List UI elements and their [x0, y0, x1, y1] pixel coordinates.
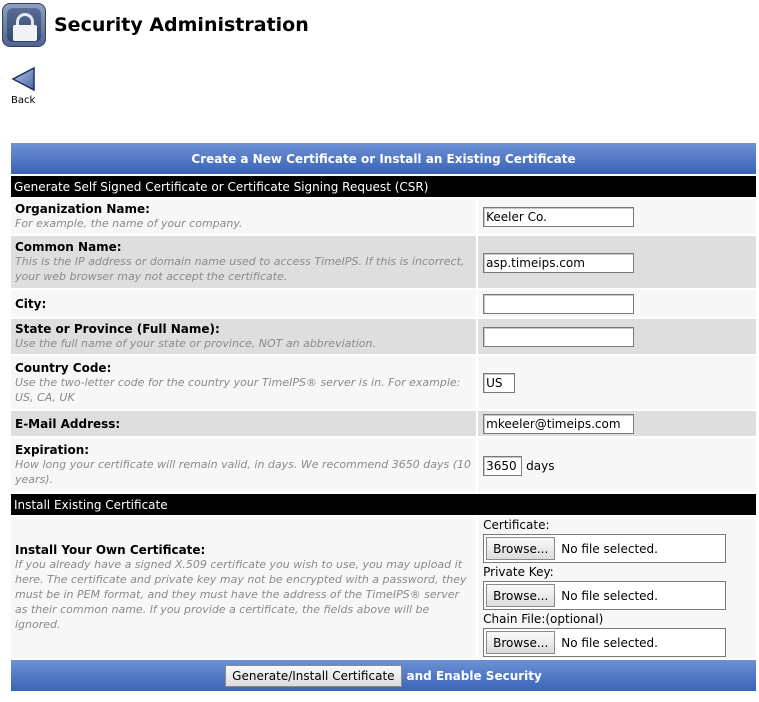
common-name-description: This is the IP address or domain name used to access TimeIPS. If this is incorrect, your web browser may not accept the certificate.	[15, 255, 465, 283]
private-key-file-input[interactable]	[483, 581, 726, 610]
organization-description: For example, the name of your company.	[15, 217, 243, 230]
state-label: State or Province (Full Name):	[15, 322, 220, 336]
common-name-row	[11, 236, 756, 288]
install-label: Install Your Own Certificate:	[15, 543, 206, 557]
organization-input[interactable]	[483, 207, 634, 227]
install-section-heading: Install Existing Certificate	[11, 494, 756, 515]
country-input[interactable]	[483, 373, 515, 393]
lock-icon	[2, 3, 46, 47]
city-row	[11, 290, 756, 317]
chain-browse-button[interactable]: Browse...	[486, 631, 555, 654]
country-row	[11, 356, 756, 409]
certificate-file-status: No file selected.	[561, 541, 658, 556]
page-header	[2, 2, 309, 48]
chain-file-status: No file selected.	[561, 635, 658, 650]
certificate-form	[9, 141, 758, 693]
email-label: E-Mail Address:	[15, 416, 121, 431]
city-label: City:	[15, 296, 47, 311]
generate-section-heading: Generate Self Signed Certificate or Certificate Signing Request (CSR)	[11, 176, 756, 197]
private-key-file-status: No file selected.	[561, 588, 658, 603]
generate-install-button[interactable]: Generate/Install Certificate	[225, 665, 401, 687]
back-button[interactable]	[11, 66, 39, 106]
expiration-description: How long your certificate will remain valid, in days. We recommend 3650 days (10 years).	[15, 458, 471, 486]
state-description: Use the full name of your state or province, NOT an abbreviation.	[15, 337, 376, 350]
email-row	[11, 411, 756, 436]
back-arrow-icon	[11, 66, 37, 92]
install-row	[11, 517, 756, 658]
chain-file-label: Chain File:(optional)	[483, 612, 604, 626]
state-input[interactable]	[483, 327, 634, 347]
page-title: Security Administration	[54, 14, 309, 36]
submit-suffix: and Enable Security	[406, 668, 542, 683]
back-label: Back	[11, 95, 36, 106]
expiration-unit: days	[526, 458, 555, 473]
install-description: If you already have a signed X.509 certificate you wish to use, you may upload it here. The certificate and private key may not be encrypted with a password, they must be in PEM format, and they must have the address of the TimeIPS® server as their common name. If you provide a certificate, the fields above will be ignored.	[15, 558, 467, 631]
email-input[interactable]	[483, 414, 634, 434]
organization-row	[11, 199, 756, 234]
country-description: Use the two-letter code for the country your TimeIPS® server is in. For example: US, CA, UK	[15, 375, 461, 404]
expiration-input[interactable]	[483, 456, 522, 476]
certificate-browse-button[interactable]: Browse...	[486, 537, 555, 560]
common-name-input[interactable]	[483, 253, 634, 273]
form-heading: Create a New Certificate or Install an Existing Certificate	[11, 143, 756, 174]
organization-label: Organization Name:	[15, 202, 150, 216]
private-key-file-label: Private Key:	[483, 565, 554, 579]
private-key-browse-button[interactable]: Browse...	[486, 584, 555, 607]
state-row	[11, 319, 756, 354]
submit-bar	[11, 660, 756, 691]
expiration-label: Expiration:	[15, 443, 90, 457]
city-input[interactable]	[483, 294, 634, 314]
certificate-file-input[interactable]	[483, 534, 726, 563]
common-name-label: Common Name:	[15, 240, 122, 254]
expiration-row	[11, 438, 756, 492]
country-label: Country Code:	[15, 360, 112, 375]
chain-file-input[interactable]	[483, 628, 726, 657]
certificate-file-label: Certificate:	[483, 518, 550, 532]
